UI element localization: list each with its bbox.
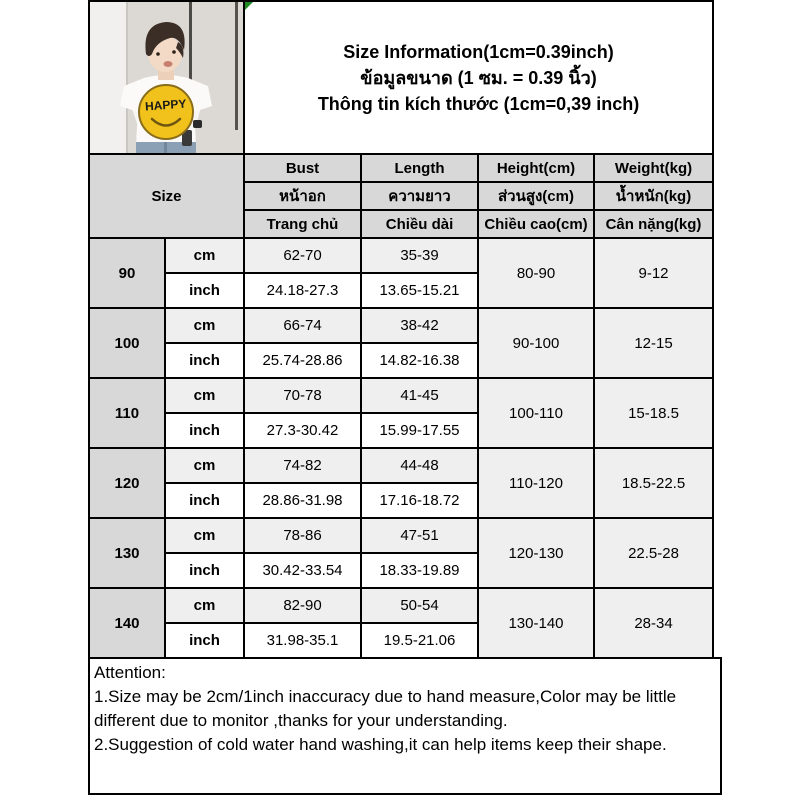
weight-value: 28-34 bbox=[594, 588, 713, 658]
unit-inch-label: inch bbox=[165, 483, 244, 518]
unit-inch-label: inch bbox=[165, 413, 244, 448]
bust-inch-value: 28.86-31.98 bbox=[244, 483, 361, 518]
unit-inch-label: inch bbox=[165, 553, 244, 588]
col-header-weight-th: น้ำหนัก(kg) bbox=[594, 182, 713, 210]
bust-cm-value: 82-90 bbox=[244, 588, 361, 623]
bust-cm-value: 70-78 bbox=[244, 378, 361, 413]
height-value: 80-90 bbox=[478, 238, 594, 308]
size-140-label: 140 bbox=[89, 588, 165, 658]
excel-corner-marker-icon bbox=[245, 2, 253, 10]
bust-inch-value: 31.98-35.1 bbox=[244, 623, 361, 658]
length-cm-value: 38-42 bbox=[361, 308, 478, 343]
length-inch-value: 17.16-18.72 bbox=[361, 483, 478, 518]
size-sheet bbox=[88, 0, 714, 659]
table-row bbox=[89, 518, 713, 553]
size-110-label: 110 bbox=[89, 378, 165, 448]
col-header-height-th: ส่วนสูง(cm) bbox=[478, 182, 594, 210]
table-row bbox=[89, 588, 713, 623]
bust-cm-value: 62-70 bbox=[244, 238, 361, 273]
length-inch-value: 14.82-16.38 bbox=[361, 343, 478, 378]
header-row-en bbox=[89, 154, 713, 182]
table-row bbox=[89, 448, 713, 483]
col-header-weight-en: Weight(kg) bbox=[594, 154, 713, 182]
length-cm-value: 50-54 bbox=[361, 588, 478, 623]
title-line-vi: Thông tin kích thước (1cm=0,39 inch) bbox=[317, 93, 640, 114]
weight-value: 22.5-28 bbox=[594, 518, 713, 588]
bust-inch-value: 24.18-27.3 bbox=[244, 273, 361, 308]
height-value: 130-140 bbox=[478, 588, 594, 658]
size-90-label: 90 bbox=[89, 238, 165, 308]
weight-value: 12-15 bbox=[594, 308, 713, 378]
col-header-weight-vi: Cân nặng(kg) bbox=[594, 210, 713, 238]
unit-cm-label: cm bbox=[165, 588, 244, 623]
unit-cm-label: cm bbox=[165, 238, 244, 273]
length-cm-value: 44-48 bbox=[361, 448, 478, 483]
col-header-height-vi: Chiều cao(cm) bbox=[478, 210, 594, 238]
col-header-bust-vi: Trang chủ bbox=[244, 210, 361, 238]
length-inch-value: 15.99-17.55 bbox=[361, 413, 478, 448]
attention-note-1: 1.Size may be 2cm/1inch inaccuracy due to hand measure,Color may be little different due to monitor ,thanks for your understanding. bbox=[94, 687, 677, 730]
length-cm-value: 35-39 bbox=[361, 238, 478, 273]
unit-inch-label: inch bbox=[165, 273, 244, 308]
length-inch-value: 18.33-19.89 bbox=[361, 553, 478, 588]
size-100-label: 100 bbox=[89, 308, 165, 378]
weight-value: 18.5-22.5 bbox=[594, 448, 713, 518]
attention-notes bbox=[88, 657, 722, 795]
length-cm-value: 47-51 bbox=[361, 518, 478, 553]
size-header-cell: Size bbox=[89, 154, 244, 238]
unit-cm-label: cm bbox=[165, 308, 244, 343]
length-cm-value: 41-45 bbox=[361, 378, 478, 413]
size-120-label: 120 bbox=[89, 448, 165, 518]
table-row bbox=[89, 378, 713, 413]
bust-inch-value: 27.3-30.42 bbox=[244, 413, 361, 448]
weight-value: 15-18.5 bbox=[594, 378, 713, 448]
height-value: 100-110 bbox=[478, 378, 594, 448]
length-inch-value: 13.65-15.21 bbox=[361, 273, 478, 308]
size-130-label: 130 bbox=[89, 518, 165, 588]
bust-inch-value: 25.74-28.86 bbox=[244, 343, 361, 378]
weight-value: 9-12 bbox=[594, 238, 713, 308]
bust-cm-value: 74-82 bbox=[244, 448, 361, 483]
attention-note-2: 2.Suggestion of cold water hand washing,it can help items keep their shape. bbox=[94, 735, 667, 754]
col-header-length-th: ความยาว bbox=[361, 182, 478, 210]
col-header-bust-en: Bust bbox=[244, 154, 361, 182]
attention-heading: Attention: bbox=[94, 663, 166, 682]
height-value: 90-100 bbox=[478, 308, 594, 378]
title-line-th: ข้อมูลขนาด (1 ซม. = 0.39 นิ้ว) bbox=[360, 67, 597, 88]
product-photo-cell bbox=[89, 1, 244, 154]
title-row bbox=[89, 1, 713, 154]
table-row bbox=[89, 308, 713, 343]
unit-cm-label: cm bbox=[165, 518, 244, 553]
col-header-height-en: Height(cm) bbox=[478, 154, 594, 182]
length-inch-value: 19.5-21.06 bbox=[361, 623, 478, 658]
bust-cm-value: 66-74 bbox=[244, 308, 361, 343]
size-table bbox=[88, 0, 714, 659]
table-row bbox=[89, 238, 713, 273]
col-header-bust-th: หน้าอก bbox=[244, 182, 361, 210]
title-cell bbox=[244, 1, 713, 154]
child-model-photo bbox=[90, 2, 241, 153]
bust-cm-value: 78-86 bbox=[244, 518, 361, 553]
shirt-happy-text: HAPPY bbox=[144, 96, 187, 114]
col-header-length-vi: Chiều dài bbox=[361, 210, 478, 238]
unit-inch-label: inch bbox=[165, 623, 244, 658]
col-header-length-en: Length bbox=[361, 154, 478, 182]
height-value: 120-130 bbox=[478, 518, 594, 588]
bust-inch-value: 30.42-33.54 bbox=[244, 553, 361, 588]
unit-cm-label: cm bbox=[165, 448, 244, 483]
unit-inch-label: inch bbox=[165, 343, 244, 378]
title-line-en: Size Information(1cm=0.39inch) bbox=[343, 41, 614, 62]
unit-cm-label: cm bbox=[165, 378, 244, 413]
height-value: 110-120 bbox=[478, 448, 594, 518]
